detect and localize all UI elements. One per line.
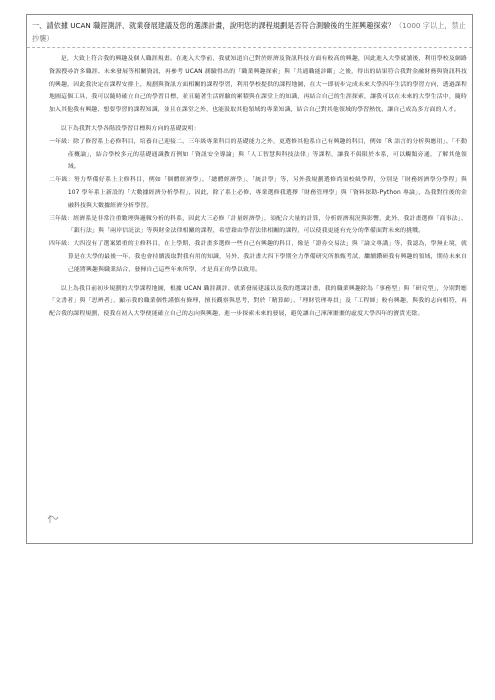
question-text: 請依據 UCAN 職涯測評、就業發展建議及您的選課計畫，說明您的課程規劃是否符合測驗後的生涯興趣探索？ [46, 21, 395, 30]
intro-paragraph: 是，大致上符合我的興趣及個人職涯規畫。在進入大學前，我就知道自己對於經濟及資訊科技方面有較高的興趣，因此進入大學就讀後，利用學校及網路資源搜尋許多職涯、未來發展等相關資訊，再參考 UCAN 測驗得出的「職業興趣探索」與「共通職能診斷」之後，得出的結果符合我對金融財務與資訊科技的興趣，因此我決定在課程安排上，規劃與資訊方面相關的課程學習，利用學校提供的課程地圖，在大一即初步完成未來大學四年生活的學習方向，透過課程地圖這個工具，我可以隨時確立自己的學習目標，並且隨著生活經驗的累積與在課堂上的知識，再結合自己的生涯探索，讓我可以在未來的大學生活中，隨時加入其他我有興趣、想要學習的課程知識，並且在課堂之外，也能汲取其他領域的專業知識，結合自己對其他領域的學習熱忱，讓自己成為多方面的人才。 [49, 56, 467, 114]
year-three-plan: 三年級：經濟系是非常注重數理與邏輯分析的科系，因此大三必修「計量經濟學」，須配合大量的計算，分析經濟現況與影響，此外，我計畫選修「商事法」、「銀行法」與「兩岸信託法」等與財金法律相關的課程，希望藉由學習法律相關的課程，可以使我更能有充分的準備面對未來的挑戰。 [49, 215, 467, 235]
year-two-plan: 二年級：努力準備好系上主修科目，例如「個體經濟學」、「總體經濟學」、「統計學」等，另外我規劃選修尚須校級學程，分別是「財務經濟學分學程」與 107 學年系上新設的「大數據經濟分析學程」，因此，除了系上必修，專業選修我選擇「財務管理學」與「資料探勘-Python 專論」，為我對往後的金融科技與大數據經濟分析學習。 [49, 177, 467, 209]
text-cursor-icon [46, 512, 60, 524]
answer-frame [26, 14, 473, 544]
year-one-plan: 一年級：除了修習系上必修科目，培養自己迎接二、三年級專業科目的基礎能力之外，更選修其他系自己有興趣的科目，例如「R 語言的分析與應用」、「不動產概論」，結合學校多元的基礎通識教育例如「資訊安全導論」與「人工智慧與科技法律」等課程，讓我不侷限於本系，可以觸類旁通，了解其他領域。 [49, 138, 467, 171]
question-word-limit: （1000 字以上，禁止抄襲） [32, 21, 466, 43]
conclusion-paragraph: 以上為我目前初步規劃的大學課程地圖，根據 UCAN 職涯測評、就業發展建議以及我的選課計畫，我的職業興趣除為「事務型」與「研究型」，分別對應「文書者」與「思辨者」，顯示我的職業個性謹慎有條理，擅長觀察與思考，對於「精算師」、「理財管理專員」及「工程師」較有興趣，與我的志向相符，再配合我的課程規劃，使我在初入大學便能確立自己的志向與興趣，進一步探索未來的發展，避免讓自己渾渾噩噩的虛度大學四年的寶貴光陰。 [49, 285, 467, 318]
question-number: 一、 [32, 21, 47, 30]
year-four-plan: 四年級：大四沒有了選案繁重的主修科目，在上學期，我計畫多選修一些自己有興趣的科目，像是「證券交易法」與「論文專講」等，我認為，學無止境，就算是在大學的最後一年，我也會持續汲取對我有用的知識，另外，我計畫大四下學期全力準備研究所推甄考試，繼續鑽研我有興趣的領域，期待未來自己能將興趣與職業結合，發揮自己這些年來所學，才是真正的學以致用。 [49, 241, 467, 273]
question-prompt [32, 19, 468, 45]
plan-heading: 以下為我對大學各階段學習目標與方向的基礎說明： [60, 125, 200, 132]
question-divider [27, 47, 472, 48]
essay-answer [49, 53, 467, 321]
